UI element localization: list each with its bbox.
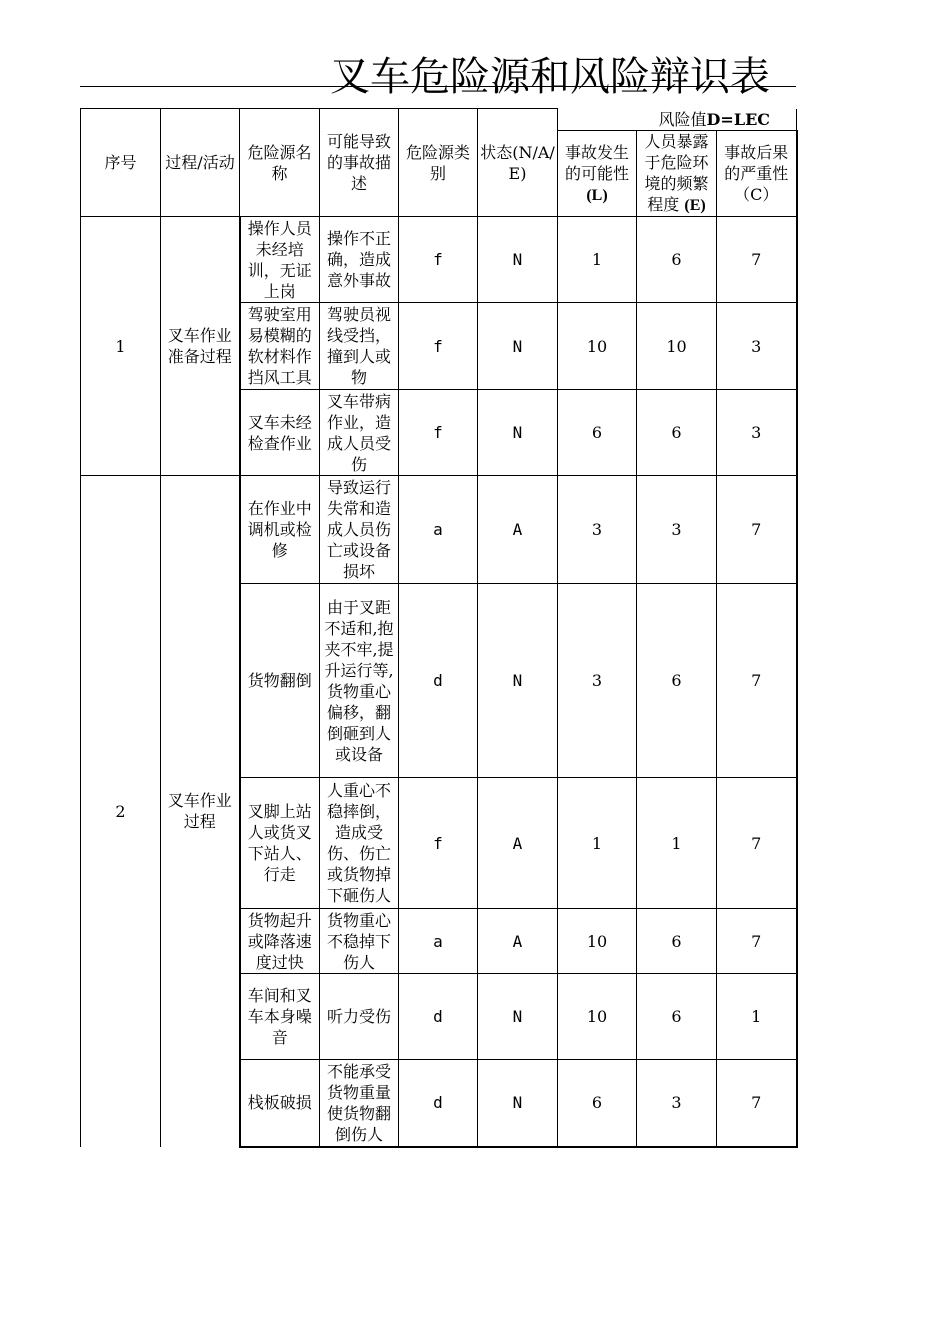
hazard-type-cell: d (399, 974, 478, 1060)
header-likelihood-label: 事故发生的可能性 (564, 142, 629, 183)
hazard-type-cell: f (399, 217, 478, 303)
risk-value-prefix: 风险值 (658, 109, 707, 129)
hazard-name-cell: 货物翻倒 (240, 584, 320, 778)
hazard-name-cell: 栈板破损 (240, 1060, 320, 1147)
exposure-cell: 6 (637, 974, 717, 1060)
exposure-cell: 6 (637, 909, 717, 974)
header-likelihood (558, 131, 637, 217)
hazard-name-cell: 叉车未经检查作业 (240, 390, 320, 476)
title-divider (80, 86, 796, 87)
group-seq: 1 (81, 217, 161, 476)
likelihood-cell: 10 (558, 974, 637, 1060)
accident-desc-cell: 操作不正确，造成意外事故 (320, 217, 399, 303)
table-row (81, 476, 797, 584)
likelihood-cell: 1 (558, 217, 637, 303)
state-cell: A (478, 778, 558, 909)
header-accident-desc: 可能导致的事故描述 (320, 109, 399, 217)
sheet-title: 叉车危险源和风险辩识表 (330, 54, 770, 100)
state-cell: N (478, 584, 558, 778)
hazard-type-cell: f (399, 390, 478, 476)
group-process: 叉车作业准备过程 (161, 217, 240, 476)
accident-desc-cell: 听力受伤 (320, 974, 399, 1060)
hazard-name-cell: 车间和叉车本身噪音 (240, 974, 320, 1060)
accident-desc-cell: 不能承受货物重量使货物翻倒伤人 (320, 1060, 399, 1147)
accident-desc-cell: 货物重心不稳掉下伤人 (320, 909, 399, 974)
table-row (81, 217, 797, 303)
consequence-cell: 1 (717, 974, 797, 1060)
hazard-type-cell: d (399, 584, 478, 778)
state-cell: A (478, 909, 558, 974)
consequence-cell: 7 (717, 1060, 797, 1147)
header-row-1 (81, 109, 797, 131)
consequence-cell: 7 (717, 217, 797, 303)
hazard-name-cell: 在作业中调机或检修 (240, 476, 320, 584)
hazard-type-cell: f (399, 778, 478, 909)
accident-desc-cell: 导致运行失常和造成人员伤亡或设备损坏 (320, 476, 399, 584)
risk-value-formula: D=LEC (706, 109, 770, 129)
accident-desc-cell: 由于叉距不适和,抱夹不牢,提升运行等,货物重心偏移，翻倒砸到人或设备 (320, 584, 399, 778)
hazard-name-cell: 操作人员未经培训，无证上岗 (240, 217, 320, 303)
accident-desc-cell: 叉车带病作业，造成人员受伤 (320, 390, 399, 476)
accident-desc-cell: 人重心不稳摔倒，造成受伤、伤亡或货物掉下砸伤人 (320, 778, 399, 909)
header-state (478, 109, 558, 217)
likelihood-cell: 10 (558, 909, 637, 974)
consequence-cell: 7 (717, 909, 797, 974)
hazard-name-cell: 叉脚上站人或货叉下站人、行走 (240, 778, 320, 909)
state-cell: N (478, 303, 558, 390)
state-cell: N (478, 974, 558, 1060)
hazard-type-cell: a (399, 476, 478, 584)
hazard-type-cell: d (399, 1060, 478, 1147)
group-seq: 2 (81, 476, 161, 1147)
header-consequence: 事故后果的严重性（C） (717, 131, 797, 217)
likelihood-cell: 6 (558, 1060, 637, 1147)
likelihood-cell: 3 (558, 476, 637, 584)
header-exposure-label: 人员暴露于危险环境的频繁程度 (644, 132, 709, 214)
likelihood-cell: 6 (558, 390, 637, 476)
header-state-label: 状态(N/A/E) (480, 142, 555, 183)
header-exposure-code: (E) (684, 197, 706, 214)
consequence-cell: 7 (717, 476, 797, 584)
likelihood-cell: 1 (558, 778, 637, 909)
likelihood-cell: 10 (558, 303, 637, 390)
hazard-name-cell: 货物起升或降落速度过快 (240, 909, 320, 974)
header-likelihood-code: (L) (586, 186, 608, 204)
header-seq: 序号 (81, 109, 161, 217)
state-cell: A (478, 476, 558, 584)
accident-desc-cell: 驾驶员视线受挡，撞到人或物 (320, 303, 399, 390)
exposure-cell: 10 (637, 303, 717, 390)
exposure-cell: 3 (637, 476, 717, 584)
likelihood-cell: 3 (558, 584, 637, 778)
header-process: 过程/活动 (161, 109, 240, 217)
header-exposure (637, 131, 717, 217)
hazard-type-cell: a (399, 909, 478, 974)
hazard-name-cell: 驾驶室用易模糊的软材料作挡风工具 (240, 303, 320, 390)
consequence-cell: 3 (717, 390, 797, 476)
state-cell: N (478, 1060, 558, 1147)
group-process: 叉车作业过程 (161, 476, 240, 1147)
hazard-table (80, 108, 798, 1148)
state-cell: N (478, 390, 558, 476)
consequence-cell: 3 (717, 303, 797, 390)
exposure-cell: 6 (637, 584, 717, 778)
hazard-type-cell: f (399, 303, 478, 390)
header-risk-value (558, 109, 797, 131)
exposure-cell: 1 (637, 778, 717, 909)
consequence-cell: 7 (717, 778, 797, 909)
exposure-cell: 6 (637, 217, 717, 303)
exposure-cell: 6 (637, 390, 717, 476)
header-hazard-name: 危险源名称 (240, 109, 320, 217)
exposure-cell: 3 (637, 1060, 717, 1147)
header-hazard-type: 危险源类别 (399, 109, 478, 217)
state-cell: N (478, 217, 558, 303)
consequence-cell: 7 (717, 584, 797, 778)
